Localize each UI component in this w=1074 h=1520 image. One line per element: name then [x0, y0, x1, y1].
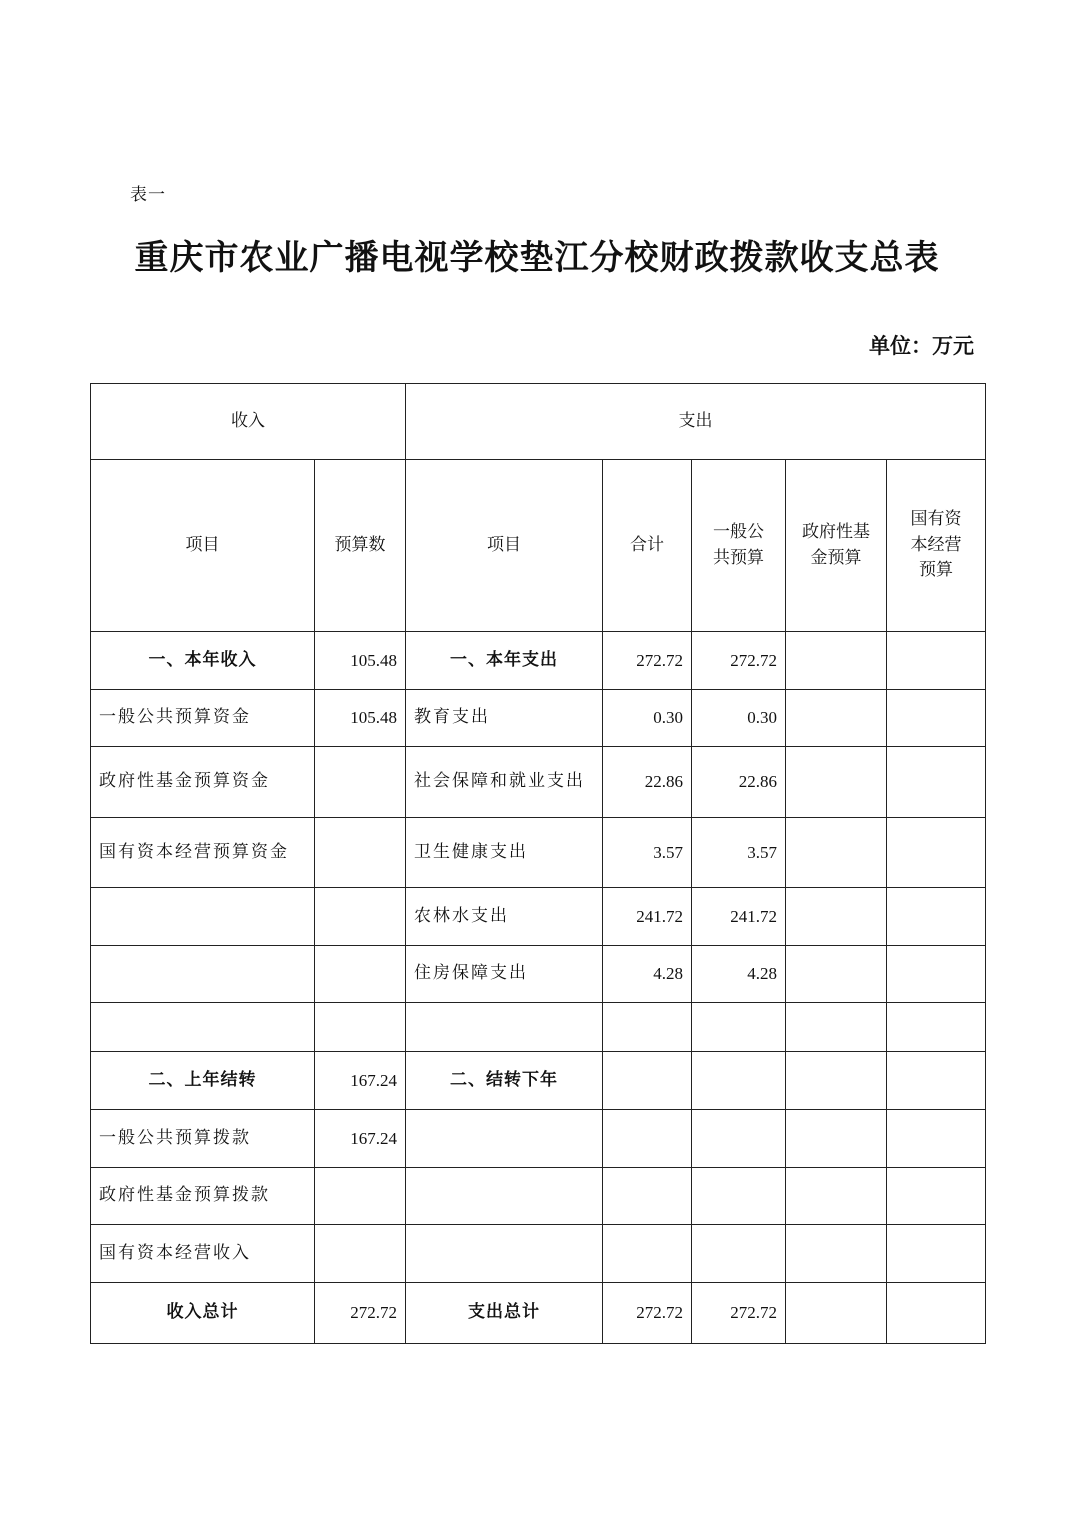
income-item-cell: [91, 888, 315, 946]
header-row-sections: [91, 384, 986, 460]
table-row: [91, 1168, 986, 1225]
state-capital-cell: [887, 1168, 986, 1225]
general-public-cell: [692, 1003, 786, 1052]
general-public-cell: 241.72: [692, 888, 786, 946]
expense-item-cell: [406, 1225, 603, 1283]
gov-fund-cell: [786, 1110, 887, 1168]
header-row-columns: [91, 460, 986, 632]
state-capital-cell: [887, 946, 986, 1003]
state-capital-cell: [887, 1052, 986, 1110]
expense-item-cell: [406, 1168, 603, 1225]
income-total-value: 272.72: [315, 1283, 406, 1344]
general-public-cell: 0.30: [692, 690, 786, 747]
col-total: 合计: [603, 460, 692, 632]
budget-amount-cell: [315, 818, 406, 888]
total-cell: 272.72: [603, 632, 692, 690]
table-row: [91, 1052, 986, 1110]
col-general-public-budget: 一般公 共预算: [692, 460, 786, 632]
budget-table: [90, 383, 986, 1344]
budget-amount-cell: 167.24: [315, 1052, 406, 1110]
general-public-cell: 4.28: [692, 946, 786, 1003]
total-cell: [603, 1052, 692, 1110]
total-cell: [603, 1110, 692, 1168]
total-cell: 3.57: [603, 818, 692, 888]
col-state-capital-budget: 国有资 本经营 预算: [887, 460, 986, 632]
expense-header: 支出: [406, 384, 986, 460]
expense-total-value: 272.72: [603, 1283, 692, 1344]
gov-fund-cell: [786, 632, 887, 690]
table-row: [91, 747, 986, 818]
budget-amount-cell: 105.48: [315, 690, 406, 747]
table-row: [91, 888, 986, 946]
expense-total-label: 支出总计: [406, 1283, 603, 1344]
state-capital-cell: [887, 818, 986, 888]
gov-fund-cell: [786, 1225, 887, 1283]
gov-fund-total-value: [786, 1283, 887, 1344]
income-header: 收入: [91, 384, 406, 460]
expense-item-cell: 卫生健康支出: [406, 818, 603, 888]
expense-item-cell: [406, 1110, 603, 1168]
table-row: [91, 1003, 986, 1052]
budget-amount-cell: 105.48: [315, 632, 406, 690]
expense-item-cell: 教育支出: [406, 690, 603, 747]
income-item-cell: 一、本年收入: [91, 632, 315, 690]
state-capital-cell: [887, 1225, 986, 1283]
income-item-cell: [91, 1003, 315, 1052]
income-item-cell: 国有资本经营收入: [91, 1225, 315, 1283]
budget-amount-cell: [315, 747, 406, 818]
state-capital-cell: [887, 690, 986, 747]
table-row: [91, 1225, 986, 1283]
col-income-item: 项目: [91, 460, 315, 632]
expense-item-cell: 二、结转下年: [406, 1052, 603, 1110]
income-item-cell: 政府性基金预算资金: [91, 747, 315, 818]
expense-item-cell: 一、本年支出: [406, 632, 603, 690]
total-cell: [603, 1168, 692, 1225]
table-row: [91, 1110, 986, 1168]
gov-fund-cell: [786, 690, 887, 747]
col-gov-fund-budget: 政府性基 金预算: [786, 460, 887, 632]
gov-fund-cell: [786, 747, 887, 818]
expense-item-cell: 住房保障支出: [406, 946, 603, 1003]
general-public-cell: 22.86: [692, 747, 786, 818]
state-capital-cell: [887, 632, 986, 690]
col-budget-amount: 预算数: [315, 460, 406, 632]
page-title: 重庆市农业广播电视学校垫江分校财政拨款收支总表: [134, 238, 940, 278]
gov-fund-cell: [786, 1052, 887, 1110]
gov-fund-cell: [786, 888, 887, 946]
income-item-cell: 二、上年结转: [91, 1052, 315, 1110]
table-row-totals: [91, 1283, 986, 1344]
budget-amount-cell: [315, 888, 406, 946]
unit-label: 单位：万元: [869, 333, 974, 358]
table-row: [91, 690, 986, 747]
income-item-cell: 政府性基金预算拨款: [91, 1168, 315, 1225]
budget-amount-cell: [315, 1003, 406, 1052]
total-cell: [603, 1003, 692, 1052]
expense-item-cell: [406, 1003, 603, 1052]
table-label: 表一: [130, 185, 166, 205]
gov-fund-cell: [786, 946, 887, 1003]
general-public-cell: [692, 1110, 786, 1168]
state-capital-total-value: [887, 1283, 986, 1344]
general-public-cell: [692, 1168, 786, 1225]
income-item-cell: 一般公共预算拨款: [91, 1110, 315, 1168]
budget-amount-cell: 167.24: [315, 1110, 406, 1168]
total-cell: [603, 1225, 692, 1283]
budget-amount-cell: [315, 946, 406, 1003]
general-public-total-value: 272.72: [692, 1283, 786, 1344]
general-public-cell: [692, 1052, 786, 1110]
expense-item-cell: 社会保障和就业支出: [406, 747, 603, 818]
general-public-cell: 272.72: [692, 632, 786, 690]
income-item-cell: 一般公共预算资金: [91, 690, 315, 747]
budget-amount-cell: [315, 1225, 406, 1283]
state-capital-cell: [887, 888, 986, 946]
expense-item-cell: 农林水支出: [406, 888, 603, 946]
budget-amount-cell: [315, 1168, 406, 1225]
total-cell: 4.28: [603, 946, 692, 1003]
gov-fund-cell: [786, 818, 887, 888]
table-row: [91, 632, 986, 690]
gov-fund-cell: [786, 1168, 887, 1225]
total-cell: 0.30: [603, 690, 692, 747]
state-capital-cell: [887, 747, 986, 818]
income-item-cell: [91, 946, 315, 1003]
table-row: [91, 818, 986, 888]
state-capital-cell: [887, 1003, 986, 1052]
col-expense-item: 项目: [406, 460, 603, 632]
total-cell: 241.72: [603, 888, 692, 946]
income-total-label: 收入总计: [91, 1283, 315, 1344]
gov-fund-cell: [786, 1003, 887, 1052]
general-public-cell: [692, 1225, 786, 1283]
total-cell: 22.86: [603, 747, 692, 818]
income-item-cell: 国有资本经营预算资金: [91, 818, 315, 888]
general-public-cell: 3.57: [692, 818, 786, 888]
state-capital-cell: [887, 1110, 986, 1168]
table-row: [91, 946, 986, 1003]
